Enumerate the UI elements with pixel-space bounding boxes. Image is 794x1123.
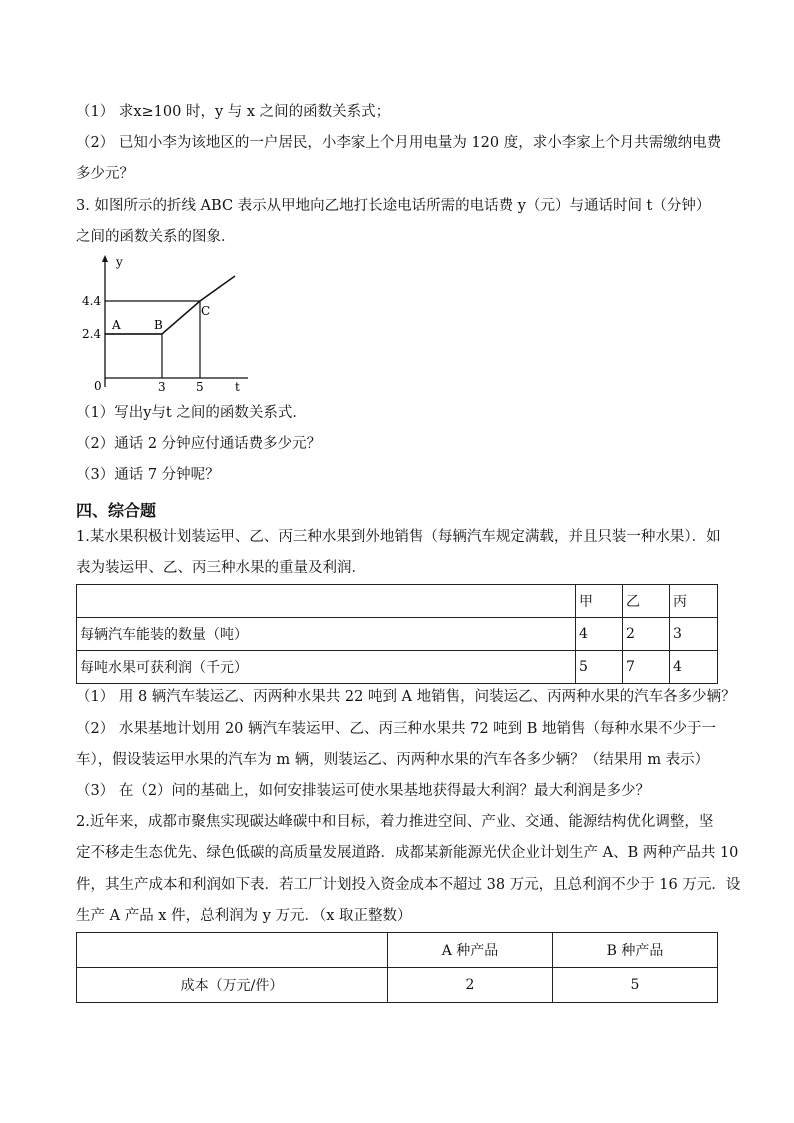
y-tick-2-4: 2.4	[82, 327, 102, 341]
table-cell: 成本（万元/件）	[77, 968, 388, 1003]
table-cell: 5	[576, 651, 623, 684]
product-table	[76, 932, 718, 1003]
table-row	[77, 585, 718, 618]
problem3-q1: （1）写出y与t 之间的函数关系式．	[76, 405, 307, 421]
table-cell	[77, 585, 576, 618]
polyline-abc	[105, 276, 235, 334]
table-row	[77, 618, 718, 651]
table-cell: 4	[670, 651, 718, 684]
origin-label: 0	[94, 379, 102, 393]
table-row	[77, 968, 718, 1003]
s2-line-4: 生产 A 产品 x 件，总利润为 y 万元．（x 取正整数）	[76, 908, 412, 924]
fruit-table	[76, 584, 718, 684]
table-cell: B 种产品	[553, 933, 718, 968]
point-a-label: A	[112, 318, 121, 332]
y-tick-4-4: 4.4	[82, 294, 102, 308]
s1-q2-line-1: （2） 水果基地计划用 20 辆汽车装运甲、乙、丙三种水果共 72 吨到 B 地销售（每种水果不少于一	[76, 721, 717, 737]
table-cell: 乙	[623, 585, 670, 618]
x-tick-5: 5	[196, 380, 204, 394]
table-cell: 2	[388, 968, 553, 1003]
section-heading: 四、综合题	[76, 501, 157, 520]
s1-line-1: 1.某水果积极计划装运甲、乙、丙三种水果到外地销售（每辆汽车规定满载，并且只装一种水果）．如	[76, 529, 721, 545]
s1-q1: （1） 用 8 辆汽车装运乙、丙两种水果共 22 吨到 A 地销售，问装运乙、丙两种水果的汽车各多少辆？	[76, 689, 736, 705]
problem3-q3: （3）通话 7 分钟呢？	[76, 467, 220, 483]
table-cell: 5	[553, 968, 718, 1003]
s1-q2-line-2: 车），假设装运甲水果的汽车为 m 辆，则装运乙、丙两种水果的汽车各多少辆？（结果用 m 表示）	[76, 752, 710, 768]
table-cell: 每吨水果可获利润（千元）	[77, 651, 576, 684]
x-axis-label: t	[235, 380, 240, 394]
table-cell: 7	[623, 651, 670, 684]
point-b-label: B	[154, 318, 163, 332]
table-cell: 3	[670, 618, 718, 651]
phone-fee-graph	[80, 252, 258, 394]
table-row	[77, 651, 718, 684]
s2-line-3: 件，其生产成本和利润如下表．若工厂计划投入资金成本不超过 38 万元，且总利润不少于 16 万元．设	[76, 877, 741, 893]
table-cell: 2	[623, 618, 670, 651]
table-row	[77, 933, 718, 968]
s2-line-2: 定不移走生态优先、绿色低碳的高质量发展道路．成都某新能源光伏企业计划生产 A、B 两种产品共 10	[76, 845, 739, 861]
table-cell: 4	[576, 618, 623, 651]
q2-line-1: （2） 已知小李为该地区的一户居民，小李家上个月用电量为 120 度，求小李家上个月共需缴纳电费	[76, 135, 722, 151]
problem3-q2: （2）通话 2 分钟应付通话费多少元？	[76, 436, 322, 452]
y-axis-label: y	[116, 255, 123, 269]
table-cell: 甲	[576, 585, 623, 618]
q2-line-2: 多少元？	[76, 166, 134, 182]
x-tick-3: 3	[158, 380, 166, 394]
s1-q3: （3） 在（2）问的基础上，如何安排装运可使水果基地获得最大利润？最大利润是多少？	[76, 783, 651, 799]
table-cell	[77, 933, 388, 968]
s2-line-1: 2.近年来，成都市聚焦实现碳达峰碳中和目标，着力推进空间、产业、交通、能源结构优化调整，坚	[76, 814, 714, 830]
point-c-label: C	[201, 304, 211, 318]
problem3-line-1: 3. 如图所示的折线 ABC 表示从甲地向乙地打长途电话所需的电话费 y（元）与通话时间 t（分钟）	[76, 198, 711, 214]
table-cell: 丙	[670, 585, 718, 618]
y-axis-arrow	[102, 255, 108, 262]
table-cell: A 种产品	[388, 933, 553, 968]
q1-line: （1） 求x≥100 时，y 与 x 之间的函数关系式；	[76, 104, 391, 120]
table-cell: 每辆汽车能装的数量（吨）	[77, 618, 576, 651]
s1-line-2: 表为装运甲、乙、丙三种水果的重量及利润．	[76, 560, 366, 576]
problem3-line-2: 之间的函数关系的图象．	[76, 229, 236, 245]
